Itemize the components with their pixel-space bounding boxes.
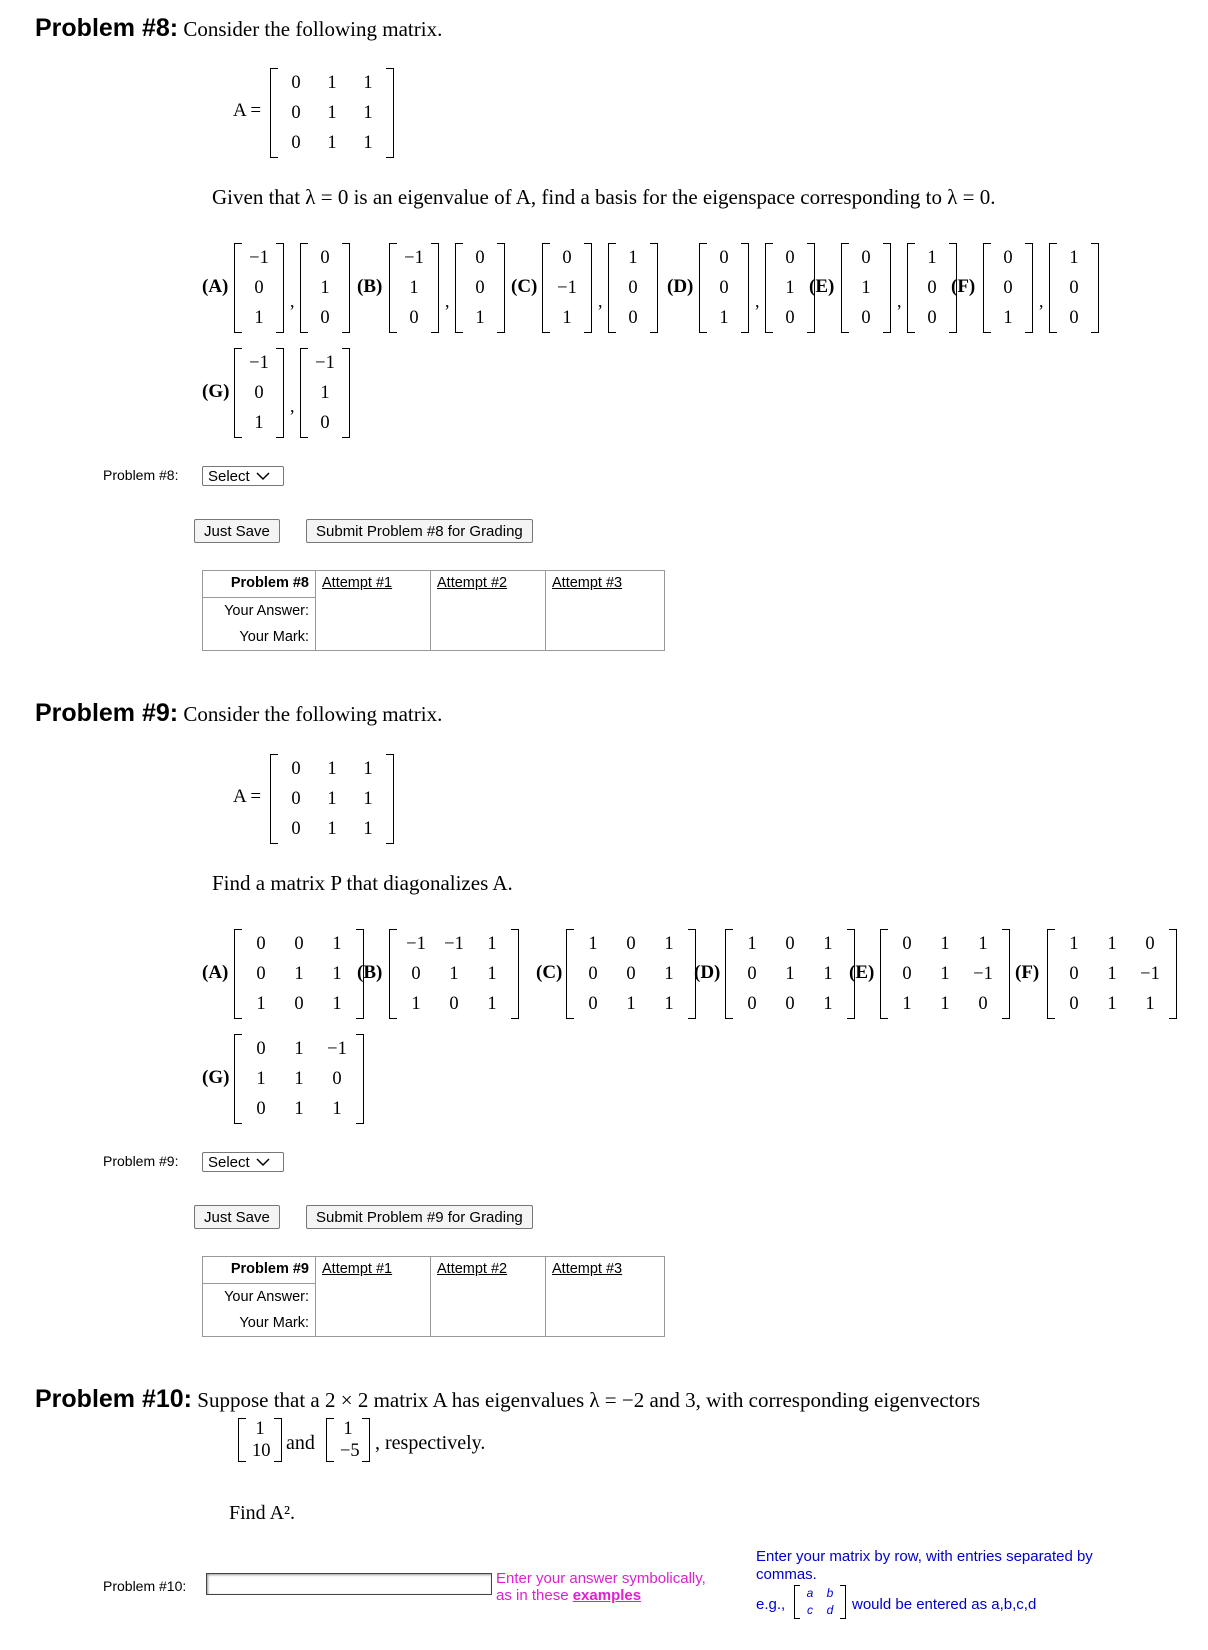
problem-8-intro: Consider the following matrix. [183, 17, 443, 41]
matrix-entry: 1 [256, 1069, 266, 1089]
just-save-button[interactable]: Just Save [194, 519, 280, 543]
matrix-entry: 0 [320, 413, 330, 433]
hint-line-1: Enter your answer symbolically, [496, 1570, 706, 1587]
matrix-entry: 1 [487, 994, 497, 1014]
matrix-entry: 1 [256, 994, 266, 1014]
matrix-entry: 1 [626, 994, 636, 1014]
option-letter: (F) [951, 276, 976, 297]
matrix-entry: 0 [256, 1099, 266, 1119]
matrix-entry: 0 [1069, 278, 1079, 298]
option-matrix [389, 929, 519, 1019]
matrix-entry: 1 [861, 278, 871, 298]
eigenvector-1: 1 10 [238, 1418, 282, 1462]
matrix-entry: 0 [588, 964, 598, 984]
matrix-entry: 1 [664, 934, 674, 954]
matrix-entry: 1 [1069, 248, 1079, 268]
problem-8-question: Given that λ = 0 is an eigenvalue of A, find a basis for the eigenspace corresponding to λ = 0. [212, 185, 996, 209]
matrix-entry: 0 [294, 994, 304, 1014]
submit-problem-8-button[interactable]: Submit Problem #8 for Grading [306, 519, 533, 543]
attempt-2-link[interactable]: Attempt #2 [437, 575, 508, 591]
matrix-entry: 1 [927, 248, 937, 268]
matrix-entry: 1 [475, 308, 485, 328]
hint-line-2 [496, 1587, 706, 1604]
matrix-entry: 1 [823, 934, 833, 954]
option-vector [455, 243, 505, 333]
option-vector [389, 243, 439, 333]
and-text: and [286, 1432, 315, 1454]
matrix-entry: 0 [719, 248, 729, 268]
matrix-a-label: A = [233, 786, 262, 807]
problem-8-title: Problem #8: [35, 14, 179, 42]
matrix-entry: 1 [411, 994, 421, 1014]
matrix-entry: 0 [861, 248, 871, 268]
matrix-entry: 0 [628, 278, 638, 298]
matrix-entry: 1 [294, 964, 304, 984]
option-matrix [725, 929, 855, 1019]
matrix-entry: 1 [1107, 934, 1117, 954]
problem-8-field-label: Problem #8: [103, 467, 179, 483]
matrix-entry: 1 [588, 934, 598, 954]
matrix-entry: 0 [562, 248, 572, 268]
matrix-entry: −1 [327, 1039, 347, 1059]
attempt-3-link[interactable]: Attempt #3 [552, 575, 623, 591]
answer-hint [496, 1570, 706, 1604]
matrix-a: 0 1 1 0 1 1 0 1 1 [270, 754, 394, 844]
attempt-1-link[interactable]: Attempt #1 [322, 575, 393, 591]
matrix-entry: 0 [1069, 308, 1079, 328]
matrix-entry: 1 [254, 413, 264, 433]
help-example-matrix: a b c d [794, 1585, 846, 1619]
matrix-entry: −1 [249, 353, 269, 373]
matrix-entry: 1 [332, 934, 342, 954]
matrix-entry: 1 [940, 994, 950, 1014]
matrix-entry: 0 [320, 308, 330, 328]
matrix-entry: 0 [785, 308, 795, 328]
matrix-entry: −1 [973, 964, 993, 984]
separator-comma: , [1039, 291, 1044, 311]
matrix-entry: 0 [1003, 248, 1013, 268]
matrix-entry: 0 [1069, 964, 1079, 984]
matrix-entry: 0 [411, 964, 421, 984]
problem-9-field-label: Problem #9: [103, 1153, 179, 1169]
matrix-entry: −1 [406, 934, 426, 954]
matrix-entry: 1 [294, 1039, 304, 1059]
separator-comma: , [445, 291, 450, 311]
matrix-entry: 0 [475, 278, 485, 298]
help-line-2: commas. [756, 1566, 817, 1583]
problem-8-heading [35, 14, 442, 43]
option-matrix [566, 929, 696, 1019]
option-letter: (B) [357, 276, 383, 297]
problem-9-select[interactable] [202, 1152, 284, 1172]
option-letter: (G) [202, 381, 230, 402]
option-matrix [880, 929, 1010, 1019]
matrix-entry: 0 [626, 964, 636, 984]
matrix-entry: 0 [902, 934, 912, 954]
matrix-entry: 0 [1003, 278, 1013, 298]
matrix-entry: 1 [978, 934, 988, 954]
problem-10-heading [35, 1385, 980, 1414]
option-vector [300, 243, 350, 333]
select-label: Select [208, 1153, 250, 1171]
separator-comma: , [290, 291, 295, 311]
problem-10-title: Problem #10: [35, 1385, 193, 1413]
matrix-entry: 1 [294, 1099, 304, 1119]
option-letter: (D) [694, 962, 721, 983]
hint-prefix: as in these [496, 1587, 569, 1604]
matrix-entry: 0 [719, 278, 729, 298]
matrix-entry: 0 [927, 308, 937, 328]
select-label: Select [208, 467, 250, 485]
option-letter: (C) [511, 276, 538, 297]
separator-comma: , [897, 291, 902, 311]
matrix-entry: 0 [254, 383, 264, 403]
matrix-entry: 1 [823, 964, 833, 984]
matrix-entry: 0 [1069, 994, 1079, 1014]
matrix-a: 0 1 1 0 1 1 0 1 1 [270, 68, 394, 158]
your-answer-label: Your Answer: [203, 598, 316, 625]
matrix-entry: 1 [940, 964, 950, 984]
table-header: Problem #8 [203, 571, 316, 598]
option-vector [699, 243, 749, 333]
matrix-entry: 1 [940, 934, 950, 954]
matrix-entry: 1 [823, 994, 833, 1014]
your-answer-label: Your Answer: [203, 1284, 316, 1311]
problem-9-heading [35, 699, 442, 728]
matrix-entry: 1 [628, 248, 638, 268]
matrix-entry: −1 [404, 248, 424, 268]
matrix-entry: 0 [626, 934, 636, 954]
matrix-entry: 1 [562, 308, 572, 328]
help-tail: would be entered as a,b,c,d [852, 1596, 1037, 1613]
submit-problem-9-button[interactable]: Submit Problem #9 for Grading [306, 1205, 533, 1229]
separator-comma: , [755, 291, 760, 311]
matrix-entry: 1 [409, 278, 419, 298]
problem-10-intro: Suppose that a 2 × 2 matrix A has eigenvalues λ = −2 and 3, with corresponding eigenvectors [197, 1388, 981, 1412]
just-save-button[interactable]: Just Save [194, 1205, 280, 1229]
matrix-entry: 0 [256, 964, 266, 984]
matrix-entry: −1 [557, 278, 577, 298]
matrix-entry: −1 [315, 353, 335, 373]
matrix-entry: 1 [664, 994, 674, 1014]
option-letter: (D) [667, 276, 694, 297]
attempt-1-link[interactable]: Attempt #1 [322, 1261, 393, 1277]
matrix-entry: 0 [861, 308, 871, 328]
matrix-entry: 1 [254, 308, 264, 328]
matrix-entry: 0 [254, 278, 264, 298]
matrix-entry: −1 [444, 934, 464, 954]
option-letter: (E) [849, 962, 875, 983]
matrix-entry-help [756, 1548, 1093, 1584]
matrix-entry: 1 [332, 964, 342, 984]
problem-9-intro: Consider the following matrix. [183, 702, 443, 726]
matrix-entry: 1 [320, 383, 330, 403]
your-mark-label: Your Mark: [203, 624, 316, 651]
matrix-entry: 0 [785, 934, 795, 954]
option-letter: (A) [202, 276, 229, 297]
option-matrix [234, 1034, 364, 1124]
problem-8-attempts-table [202, 570, 665, 651]
matrix-entry: 1 [719, 308, 729, 328]
matrix-entry: 1 [785, 964, 795, 984]
eigenvector-2: 1 −5 [326, 1418, 370, 1462]
matrix-entry: 0 [588, 994, 598, 1014]
option-vector [542, 243, 592, 333]
matrix-entry: 1 [320, 278, 330, 298]
matrix-entry: 0 [902, 964, 912, 984]
attempt-2-link[interactable]: Attempt #2 [437, 1261, 508, 1277]
matrix-entry: 0 [978, 994, 988, 1014]
chevron-down-icon [256, 1158, 270, 1167]
matrix-entry: −1 [1140, 964, 1160, 984]
option-letter: (B) [357, 962, 383, 983]
matrix-entry: 0 [785, 248, 795, 268]
option-matrix [1047, 929, 1177, 1019]
matrix-entry: 0 [747, 994, 757, 1014]
matrix-entry: 0 [628, 308, 638, 328]
matrix-entry: 1 [449, 964, 459, 984]
option-vector [300, 348, 350, 438]
examples-link[interactable]: examples [572, 1587, 642, 1604]
option-vector [608, 243, 658, 333]
answer-input[interactable] [206, 1573, 492, 1595]
matrix-entry: 0 [747, 964, 757, 984]
matrix-entry: 1 [1107, 964, 1117, 984]
matrix-entry: 0 [785, 994, 795, 1014]
separator-comma: , [598, 291, 603, 311]
help-eg: e.g., [756, 1596, 786, 1613]
option-letter: (F) [1015, 962, 1040, 983]
option-vector [841, 243, 891, 333]
problem-9-attempts-table [202, 1256, 665, 1337]
matrix-entry: −1 [249, 248, 269, 268]
problem-8-select[interactable] [202, 466, 284, 486]
table-header: Problem #9 [203, 1257, 316, 1284]
matrix-entry: 1 [785, 278, 795, 298]
problem-9-question: Find a matrix P that diagonalizes A. [212, 871, 513, 895]
matrix-entry: 1 [1003, 308, 1013, 328]
option-vector [234, 348, 284, 438]
matrix-entry: 1 [294, 1069, 304, 1089]
matrix-entry: 0 [320, 248, 330, 268]
respectively-text: , respectively. [375, 1432, 486, 1454]
matrix-entry: 0 [256, 934, 266, 954]
your-mark-label: Your Mark: [203, 1310, 316, 1337]
option-vector [765, 243, 815, 333]
matrix-entry: 1 [747, 934, 757, 954]
option-vector [234, 243, 284, 333]
matrix-entry: 1 [487, 964, 497, 984]
attempt-3-link[interactable]: Attempt #3 [552, 1261, 623, 1277]
separator-comma: , [290, 396, 295, 416]
matrix-entry: 1 [1069, 934, 1079, 954]
matrix-entry: 0 [927, 278, 937, 298]
matrix-entry: 1 [902, 994, 912, 1014]
option-letter: (G) [202, 1067, 230, 1088]
option-vector [1049, 243, 1099, 333]
chevron-down-icon [256, 472, 270, 481]
find-a-squared: Find A². [229, 1502, 296, 1524]
help-line-1: Enter your matrix by row, with entries separated by [756, 1548, 1093, 1565]
matrix-entry: 1 [332, 1099, 342, 1119]
option-vector [983, 243, 1033, 333]
matrix-a-label: A = [233, 100, 262, 121]
matrix-entry: 1 [1107, 994, 1117, 1014]
matrix-entry: 1 [332, 994, 342, 1014]
matrix-entry: 0 [294, 934, 304, 954]
option-letter: (E) [809, 276, 835, 297]
matrix-entry: 0 [449, 994, 459, 1014]
matrix-entry: 1 [487, 934, 497, 954]
matrix-entry: 0 [256, 1039, 266, 1059]
problem-9-title: Problem #9: [35, 699, 179, 727]
matrix-entry: 0 [1145, 934, 1155, 954]
option-letter: (C) [536, 962, 563, 983]
matrix-entry: 1 [1145, 994, 1155, 1014]
matrix-entry: 0 [475, 248, 485, 268]
option-vector [907, 243, 957, 333]
matrix-entry: 0 [409, 308, 419, 328]
option-matrix [234, 929, 364, 1019]
option-letter: (A) [202, 962, 229, 983]
problem-10-field-label: Problem #10: [103, 1578, 187, 1594]
matrix-entry: 1 [664, 964, 674, 984]
matrix-entry: 0 [332, 1069, 342, 1089]
